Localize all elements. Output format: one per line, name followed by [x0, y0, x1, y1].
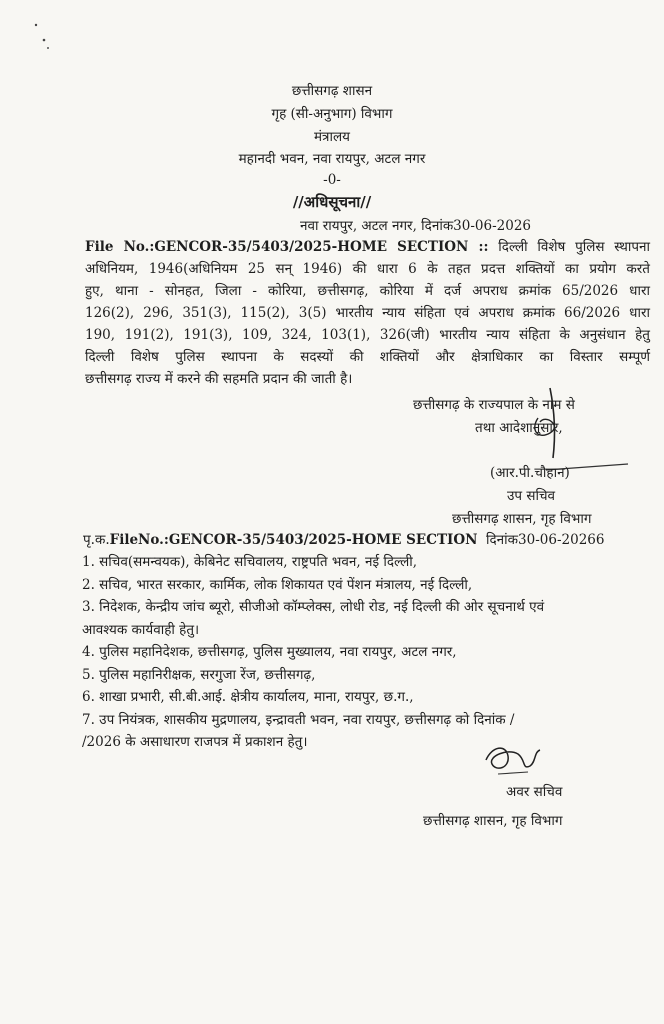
- list-item: आवश्यक कार्यवाही हेतु।: [82, 621, 200, 638]
- list-item: 5. पुलिस महानिरीक्षक, सरगुजा रेंज, छत्तीसगढ़,: [82, 666, 316, 683]
- signatory-1-name: (आर.पी.चौहान): [490, 465, 570, 481]
- endorsement-line: [83, 530, 604, 548]
- signature-1-strokes: [450, 378, 640, 473]
- body-line-4: 126(2), 296, 351(3), 115(2), 3(5) भारतीय न्याय संहिता एवं अपराध क्रमांक 66/2026 धारा: [85, 305, 650, 321]
- header-department: गृह (सी-अनुभाग) विभाग: [271, 106, 393, 122]
- endorsement-prefix: पृ.क.: [83, 532, 110, 548]
- list-item: 3. निदेशक, केन्द्रीय जांच ब्यूरो, सीजीओ कॉम्प्लेक्स, लोधी रोड, नई दिल्ली की ओर सूचनार्थ एवं: [82, 599, 545, 615]
- list-item: 2. सचिव, भारत सरकार, कार्मिक, लोक शिकायत एवं पेंशन मंत्रालय, नई दिल्ली,: [82, 576, 473, 593]
- signature-2-strokes: [478, 738, 548, 780]
- place-date: नवा रायपुर, अटल नगर, दिनांक30-06-2026: [300, 218, 532, 234]
- endorsement-file-number: FileNo.:GENCOR-35/5403/2025-HOME SECTION: [109, 532, 478, 548]
- list-item: 1. सचिव(समन्वयक), केबिनेट सचिवालय, राष्ट्रपति भवन, नई दिल्ली,: [82, 554, 418, 570]
- header-government: छत्तीसगढ़ शासन: [291, 83, 373, 99]
- body-line-5: 190, 191(2), 191(3), 109, 324, 103(1), 326(जी) भारतीय न्याय संहिता के अनुसंधान हेतु: [85, 327, 650, 343]
- endorsement-date: दिनांक30-06-20266: [486, 532, 605, 548]
- signatory-1-department: छत्तीसगढ़ शासन, गृह विभाग: [452, 511, 592, 527]
- body-line-text: दिल्ली विशेष पुलिस स्थापना: [498, 239, 650, 255]
- scan-speck-marks: [30, 22, 54, 52]
- notification-body: [85, 236, 650, 390]
- body-line-3: हुए, थाना - सोनहत, जिला - कोरिया, छत्तीसगढ़, कोरिया में दर्ज अपराध क्रमांक 65/2026 धारा: [85, 283, 650, 299]
- signatory-1-designation: उप सचिव: [507, 488, 556, 504]
- list-item: 6. शाखा प्रभारी, सी.बी.आई. क्षेत्रीय कार्यालय, माना, रायपुर, छ.ग.,: [82, 689, 414, 705]
- file-number: File No.:GENCOR-35/5403/2025-HOME SECTION ::: [85, 239, 489, 255]
- body-line-6: दिल्ली विशेष पुलिस स्थापना के सदस्यों की शक्तियों और क्षेत्राधिकार का विस्तार सम्पूर्ण: [85, 349, 650, 365]
- notification-title: //अधिसूचना//: [292, 193, 372, 211]
- body-line-7: छत्तीसगढ़ राज्य में करने की सहमति प्रदान की जाती है।: [85, 371, 353, 387]
- list-item: 4. पुलिस महानिदेशक, छत्तीसगढ़, पुलिस मुख्यालय, नवा रायपुर, अटल नगर,: [82, 644, 457, 660]
- order-line-1: छत्तीसगढ़ के राज्यपाल के नाम से: [413, 397, 575, 413]
- list-item: 7. उप नियंत्रक, शासकीय मुद्रणालय, इन्द्रावती भवन, नवा रायपुर, छत्तीसगढ़ को दिनांक /: [82, 711, 515, 728]
- header-separator: -0-: [323, 172, 341, 188]
- body-line-1: [85, 236, 650, 258]
- header-address: महानदी भवन, नवा रायपुर, अटल नगर: [238, 151, 426, 167]
- header-ministry: मंत्रालय: [313, 129, 350, 145]
- signatory-2-department: छत्तीसगढ़ शासन, गृह विभाग: [423, 813, 563, 829]
- body-line-2: अधिनियम, 1946(अधिनियम 25 सन् 1946) की धारा 6 के तहत प्रदत्त शक्तियों का प्रयोग करते: [85, 261, 650, 277]
- distribution-list: [82, 552, 652, 755]
- order-line-2: तथा आदेशानुसार,: [475, 420, 563, 436]
- signatory-2-designation: अवर सचिव: [506, 784, 563, 800]
- list-item: /2026 के असाधारण राजपत्र में प्रकाशन हेतु।: [82, 734, 308, 750]
